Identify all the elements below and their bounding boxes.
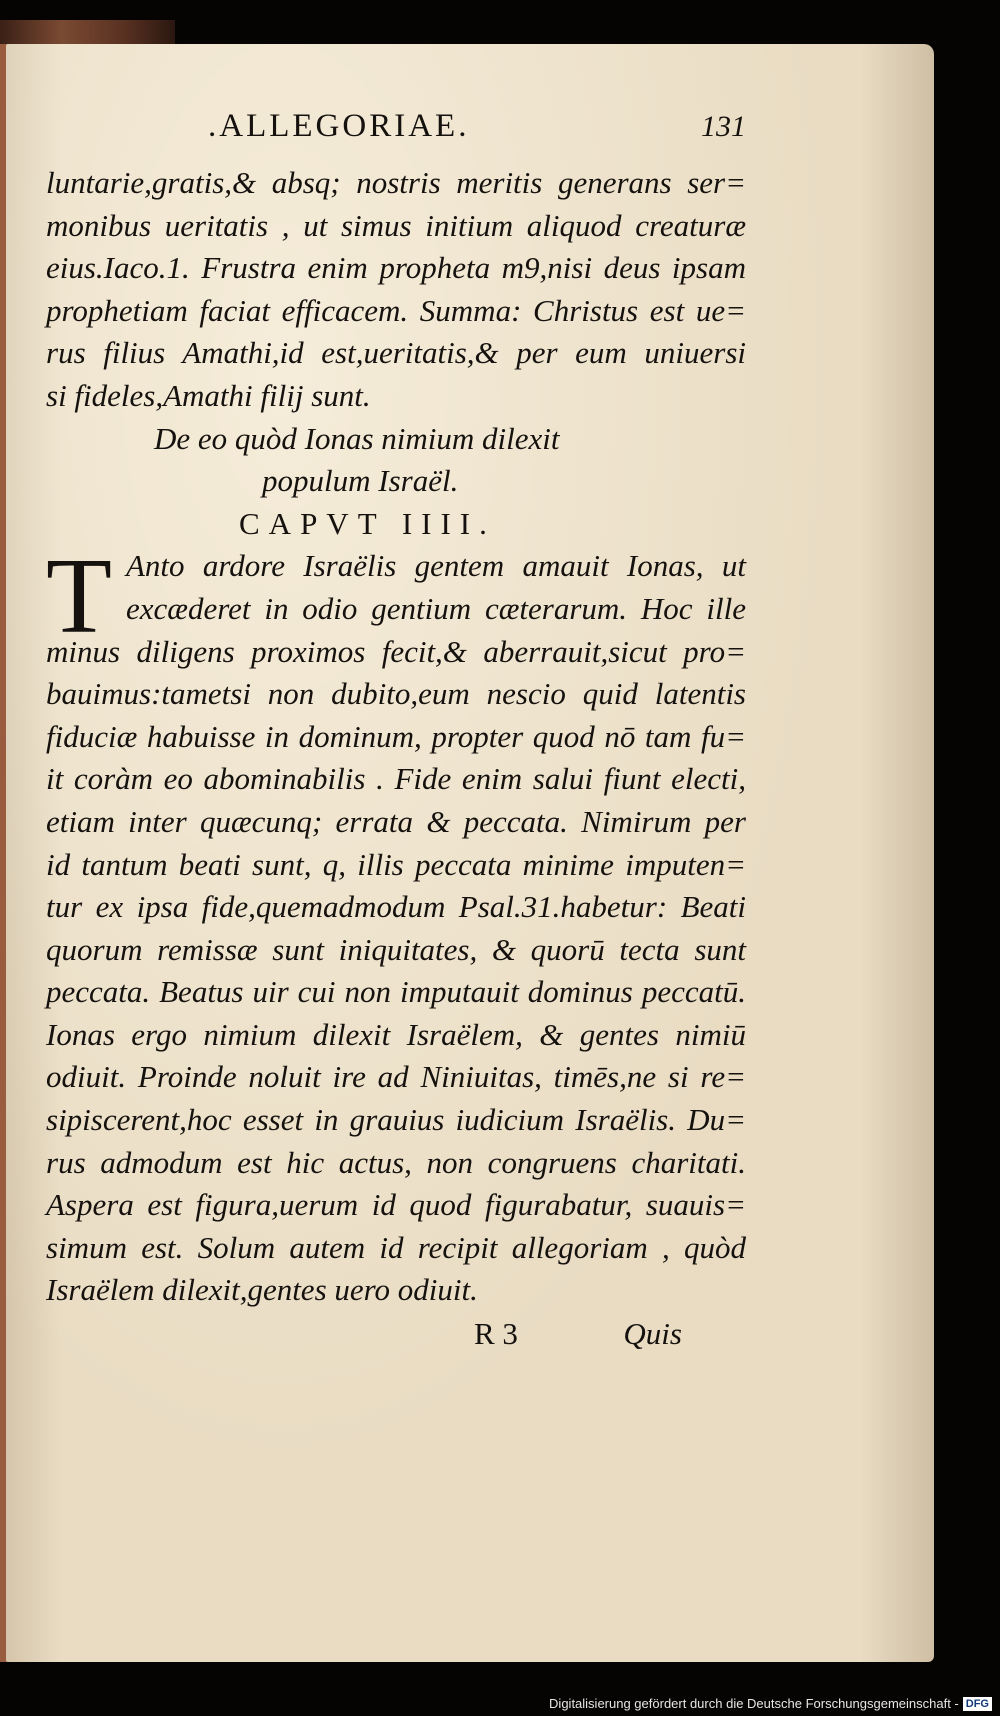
text-block — [46, 108, 746, 1360]
catchword: Quis — [623, 1316, 682, 1352]
book-page — [6, 44, 934, 1662]
text-line: excæderet in odio gentium cæterarum. Hoc ille — [126, 590, 746, 626]
text-line: rus admodum est hic actus, non congruens charitati. — [46, 1144, 746, 1180]
drop-cap: T — [46, 537, 112, 657]
running-head-title: .ALLEGORIAE. — [208, 108, 470, 144]
credit-text: Digitalisierung gefördert durch die Deutsche Forschungsgemeinschaft - — [549, 1696, 959, 1711]
folio-number: 131 — [701, 110, 746, 143]
text-line: bauimus:tametsi non dubito,eum nescio quid latentis — [46, 676, 746, 712]
running-head — [46, 108, 746, 162]
paragraph-1 — [46, 162, 746, 418]
heading-line: populum Israël. — [262, 463, 459, 499]
text-line: quorum remissæ sunt iniquitates, & quorū tecta sunt — [46, 931, 746, 967]
dfg-logo: DFG — [963, 1697, 992, 1711]
text-line: fiduciæ habuisse in dominum, propter quod nō tam fu= — [46, 718, 746, 754]
text-line: minus diligens proximos fecit,& aberrauit,sicut pro= — [46, 633, 746, 669]
section-heading — [46, 418, 746, 546]
text-line: eius.Iaco.1. Frustra enim propheta m9,nisi deus ipsam — [46, 250, 746, 286]
text-line: peccata. Beatus uir cui non imputauit dominus peccatū. — [46, 974, 746, 1010]
text-line: monibus ueritatis , ut simus initium aliquod creaturæ — [46, 207, 746, 243]
text-line: rus filius Amathi,id est,ueritatis,& per eum uniuersi — [46, 335, 746, 371]
text-line: Anto ardore Israëlis gentem amauit Ionas, ut — [126, 548, 746, 584]
text-line: Ionas ergo nimium dilexit Israëlem, & gentes nimiū — [46, 1016, 746, 1052]
signature-mark: R 3 — [474, 1316, 518, 1352]
digitization-credit — [549, 1696, 992, 1711]
chapter-number: CAPVT IIII. — [239, 505, 496, 541]
heading-line: De eo quòd Ionas nimium dilexit — [154, 420, 560, 456]
text-line: prophetiam faciat efficacem. Summa: Christus est ue= — [46, 292, 746, 328]
paragraph-2 — [46, 537, 746, 1312]
text-line: Aspera est figura,uerum id quod figurabatur, suauis= — [46, 1187, 746, 1223]
book-cover-edge — [0, 20, 175, 46]
text-line: odiuit. Proinde noluit ire ad Niniuitas, timēs,ne si re= — [46, 1059, 746, 1095]
text-line: sipiscerent,hoc esset in grauius iudicium Israëlis. Du= — [46, 1102, 746, 1138]
text-line: id tantum beati sunt, q, illis peccata minime imputen= — [46, 846, 746, 882]
text-line: si fideles,Amathi filij sunt. — [46, 377, 371, 413]
text-line: simum est. Solum autem id recipit allegoriam , quòd — [46, 1229, 746, 1265]
text-line: etiam inter quæcunq; errata & peccata. Nimirum per — [46, 803, 746, 839]
text-line: tur ex ipsa fide,quemadmodum Psal.31.habetur: Beati — [46, 889, 746, 925]
text-line: Israëlem dilexit,gentes uero odiuit. — [46, 1272, 478, 1308]
text-line: luntarie,gratis,& absq; nostris meritis generans ser= — [46, 165, 746, 200]
page-footer — [46, 1316, 746, 1360]
text-line: it coràm eo abominabilis . Fide enim salui fiunt electi, — [46, 761, 746, 797]
